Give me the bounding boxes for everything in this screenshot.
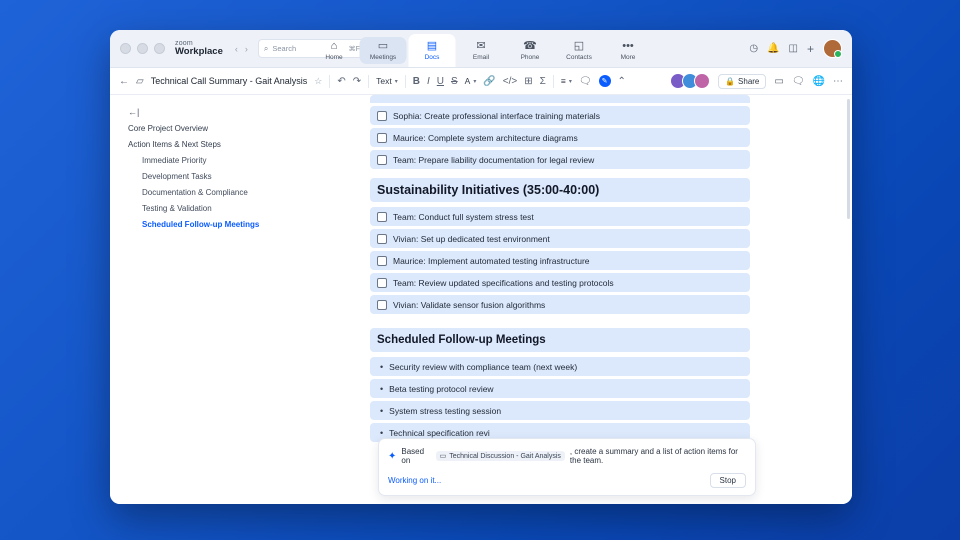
tab-home[interactable]: [311, 34, 358, 67]
checkbox[interactable]: [377, 300, 387, 310]
favorite-star-icon[interactable]: ☆: [314, 75, 323, 86]
italic-button[interactable]: I: [426, 75, 430, 87]
checkbox[interactable]: [377, 111, 387, 121]
checkbox[interactable]: [377, 256, 387, 266]
ai-assist-button[interactable]: ✎: [599, 75, 611, 87]
bullet-item-label: Security review with compliance team (next week): [389, 361, 578, 372]
text-style-label: Text: [376, 76, 392, 86]
outline-item-documentation-compliance[interactable]: Documentation & Compliance: [142, 188, 248, 197]
toolbar-divider: [329, 75, 330, 88]
document-toolbar[interactable]: [110, 68, 852, 95]
app-logo: [175, 40, 223, 57]
bullet-dot-icon: •: [380, 405, 384, 416]
document-canvas[interactable]: [282, 95, 852, 504]
start-meeting-icon[interactable]: ▭: [774, 75, 784, 87]
checklist-item[interactable]: [370, 128, 750, 147]
checkbox[interactable]: [377, 212, 387, 222]
zoom-workplace-window: [110, 30, 852, 504]
lock-icon: 🔒: [725, 76, 736, 86]
checkbox[interactable]: [377, 155, 387, 165]
home-icon: ⌂: [330, 39, 338, 52]
checklist-item[interactable]: [370, 251, 750, 270]
document-outline-sidebar[interactable]: [110, 95, 282, 504]
doc-list-icon[interactable]: ▱: [136, 75, 144, 87]
document-toolbar-right[interactable]: [670, 73, 843, 89]
new-item-plus-icon[interactable]: +: [806, 41, 814, 56]
align-left-icon: ≡: [560, 76, 566, 86]
titlebar-actions[interactable]: [749, 39, 842, 58]
bold-button[interactable]: B: [412, 75, 420, 87]
back-arrow-icon[interactable]: ‹: [234, 43, 238, 54]
ai-source-chip[interactable]: [436, 451, 565, 461]
outline-item-core-project-overview[interactable]: Core Project Overview: [128, 124, 209, 133]
ellipsis-icon: •••: [622, 39, 634, 52]
checklist-item[interactable]: [370, 229, 750, 248]
outline-item-development-tasks[interactable]: Development Tasks: [142, 172, 212, 181]
font-color-icon: A: [464, 76, 471, 86]
brand-zoom-label: zoom: [175, 40, 193, 48]
checklist-item-label: Team: Prepare liability documentation for legal review: [393, 154, 595, 165]
bullet-item[interactable]: [370, 357, 750, 376]
chevron-down-icon: ▾: [568, 78, 572, 85]
close-window-button[interactable]: [120, 43, 131, 54]
tab-email-label: Email: [472, 53, 490, 61]
chevron-down-icon: ▾: [394, 78, 398, 85]
underline-button[interactable]: U: [436, 75, 444, 87]
redo-icon[interactable]: ↷: [352, 75, 362, 87]
tab-contacts[interactable]: [556, 34, 603, 67]
checklist-item-label: Maurice: Complete system architecture diagrams: [393, 132, 578, 143]
checklist-item[interactable]: [370, 106, 750, 125]
search-shortcut-hint: ⌘F: [348, 45, 360, 53]
tab-phone-label: Phone: [520, 53, 540, 61]
tab-more-label: More: [620, 53, 636, 61]
contacts-icon: ◱: [573, 39, 585, 52]
maximize-window-button[interactable]: [154, 43, 165, 54]
history-clock-icon[interactable]: ◷: [749, 43, 759, 54]
checklist-item-label: Vivian: Validate sensor fusion algorithms: [393, 299, 546, 310]
outline-item-immediate-priority[interactable]: Immediate Priority: [142, 156, 207, 165]
tab-email[interactable]: [458, 34, 505, 67]
formula-icon[interactable]: Σ: [539, 75, 546, 87]
section-heading[interactable]: Scheduled Follow-up Meetings: [370, 328, 750, 352]
comment-icon[interactable]: 🗨: [578, 75, 592, 87]
tab-more[interactable]: [605, 34, 652, 67]
tab-meetings-label: Meetings: [369, 53, 397, 61]
checklist-item[interactable]: [370, 150, 750, 169]
bell-icon[interactable]: 🔔: [767, 43, 780, 54]
document-title[interactable]: Technical Call Summary - Gait Analysis: [150, 76, 308, 86]
bullet-item-label: System stress testing session: [389, 405, 502, 416]
ai-prompt-row: [388, 447, 746, 465]
checklist-item-label: Team: Review updated specifications and testing protocols: [393, 277, 614, 288]
forward-arrow-icon[interactable]: ›: [244, 43, 248, 54]
bullet-item-label: Technical specification revi: [389, 427, 490, 438]
search-placeholder: Search: [272, 43, 297, 53]
strikethrough-button[interactable]: S: [450, 75, 458, 87]
outline-item-action-items-next-steps[interactable]: Action Items & Next Steps: [128, 140, 221, 149]
bullet-dot-icon: •: [380, 383, 384, 394]
checklist-item-label: Team: Conduct full system stress test: [393, 211, 534, 222]
table-icon[interactable]: ⊞: [524, 75, 533, 87]
ai-status-row: [388, 473, 746, 488]
video-camera-icon: ▭: [377, 39, 389, 52]
ai-status-text: Working on it...: [388, 476, 442, 485]
document-body: [110, 95, 852, 504]
chat-bubble-icon[interactable]: 🗨: [791, 75, 805, 87]
undo-icon[interactable]: ↶: [337, 75, 346, 87]
more-options-icon[interactable]: ⋯: [833, 75, 843, 87]
video-source-icon: ▭: [439, 453, 447, 460]
main-nav-tabs[interactable]: [311, 30, 652, 67]
ai-source-chip-label: Technical Discussion - Gait Analysis: [449, 452, 561, 460]
window-controls[interactable]: [120, 43, 165, 54]
avatar[interactable]: [694, 73, 710, 89]
tab-docs-label: Docs: [424, 53, 440, 61]
share-label: Share: [738, 76, 760, 86]
bullet-item[interactable]: [370, 379, 750, 398]
chevron-down-icon: ▾: [473, 78, 477, 85]
toolbar-divider: [405, 75, 406, 88]
toolbar-divider: [553, 75, 554, 88]
text-color-button[interactable]: [465, 76, 477, 86]
phone-icon: ☎: [523, 39, 537, 52]
checklist-item[interactable]: [370, 295, 750, 314]
bullet-dot-icon: •: [380, 427, 384, 438]
user-avatar[interactable]: [823, 39, 842, 58]
document-icon: ▤: [426, 39, 438, 52]
app-titlebar: [110, 30, 852, 68]
vertical-scrollbar[interactable]: [847, 99, 850, 219]
ai-prompt-tail: , create a summary and a list of action items for the team.: [569, 447, 738, 465]
toolbar-divider: [368, 75, 369, 88]
checkbox[interactable]: [377, 278, 387, 288]
stop-generation-button[interactable]: Stop: [710, 473, 746, 488]
tab-contacts-label: Contacts: [566, 53, 592, 61]
ai-sparkle-icon: ✦: [388, 450, 397, 462]
minimize-window-button[interactable]: [137, 43, 148, 54]
outline-item-scheduled-followup-meetings[interactable]: Scheduled Follow-up Meetings: [142, 220, 260, 229]
checklist-item-label: Maurice: Implement automated testing infrastructure: [393, 255, 590, 266]
align-button[interactable]: [561, 76, 572, 86]
checklist-item[interactable]: [370, 273, 750, 292]
search-icon: ⌕: [263, 43, 269, 53]
share-button[interactable]: [718, 74, 766, 89]
globe-icon[interactable]: 🌐: [812, 75, 825, 87]
partial-block-above: [370, 95, 750, 103]
checklist-item[interactable]: [370, 207, 750, 226]
document-page[interactable]: [370, 95, 750, 442]
tab-home-label: Home: [325, 53, 343, 61]
bullet-item-label: Beta testing protocol review: [389, 383, 494, 394]
envelope-icon: ✉: [476, 39, 486, 52]
collapse-outline-button[interactable]: ←|: [128, 107, 140, 117]
bullet-item[interactable]: [370, 401, 750, 420]
brand-workplace-label: Workplace: [175, 46, 223, 58]
section-heading[interactable]: Sustainability Initiatives (35:00-40:00): [370, 178, 750, 202]
checklist-item-label: Sophia: Create professional interface training materials: [393, 110, 600, 121]
doc-back-icon[interactable]: ←: [119, 75, 129, 87]
tab-phone[interactable]: [507, 34, 554, 67]
collaborator-avatars[interactable]: [670, 73, 710, 89]
code-icon[interactable]: </>: [502, 75, 518, 87]
link-icon[interactable]: 🔗: [483, 75, 496, 87]
ai-companion-card[interactable]: [378, 438, 756, 496]
sidebar-toggle-icon[interactable]: ◫: [788, 43, 798, 54]
checkbox[interactable]: [377, 133, 387, 143]
history-nav[interactable]: [235, 44, 248, 54]
checkbox[interactable]: [377, 234, 387, 244]
ai-based-on-label: Based on: [401, 447, 425, 465]
more-format-chevron-icon[interactable]: ⌃: [617, 75, 626, 87]
tab-meetings[interactable]: [360, 37, 407, 64]
bullet-dot-icon: •: [380, 361, 384, 372]
outline-item-testing-validation[interactable]: Testing & Validation: [142, 204, 212, 213]
text-style-dropdown[interactable]: [376, 76, 398, 86]
checklist-item-label: Vivian: Set up dedicated test environment: [393, 233, 550, 244]
tab-docs[interactable]: [409, 34, 456, 67]
